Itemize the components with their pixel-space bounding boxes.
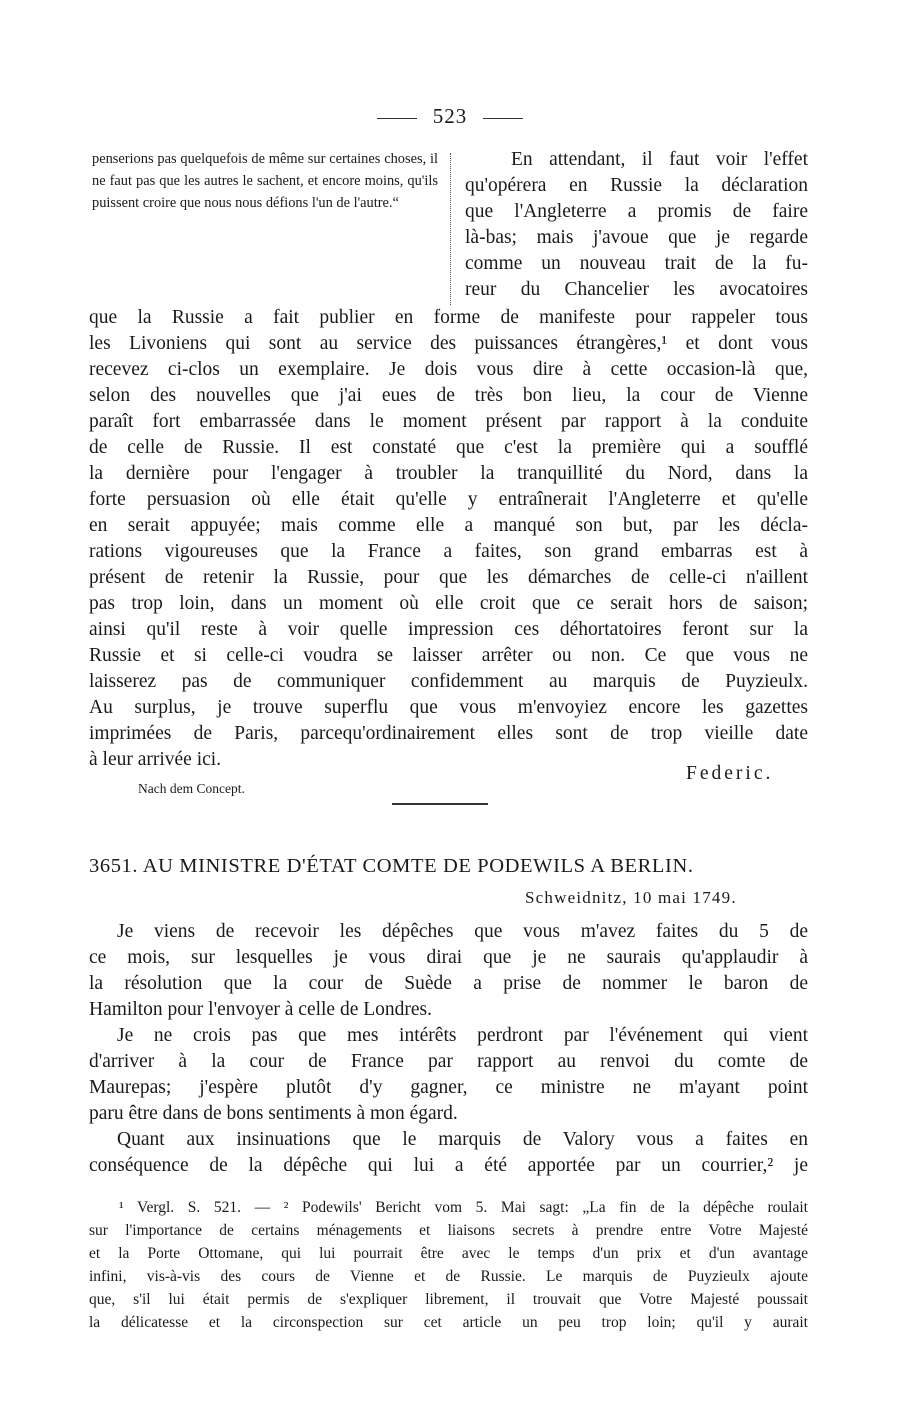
- footnote-line: infini, vis-à-vis des cours de Vienne et de Russie. Le marquis de Puyzieulx ajoute: [89, 1268, 808, 1285]
- paragraph-2: [89, 1023, 808, 1127]
- letter-line: la dernière pour l'engager à troubler la tranquillité du Nord, dans la: [89, 463, 808, 484]
- paragraph-line: ce mois, sur lesquelles je vous dirai que je ne saurais qu'applaudir à: [89, 947, 808, 968]
- footnote-line: ¹ Vergl. S. 521. — ² Podewils' Bericht vom 5. Mai sagt: „La fin de la dépêche roulait: [119, 1199, 808, 1216]
- section-separator: [392, 803, 488, 805]
- letter-line: à leur arrivée ici.: [89, 749, 222, 770]
- footnote-line: la délicatesse et la circonspection sur cet article un peu trop loin; qu'il y aurait: [89, 1314, 808, 1331]
- signature: Federic.: [686, 763, 774, 784]
- letter-line: forte persuasion où elle était qu'elle y entraînerait l'Angleterre et qu'elle: [89, 489, 808, 510]
- letter-line: Au surplus, je trouve superflu que vous m'envoyiez encore les gazettes: [89, 697, 808, 718]
- paragraph-line: Je viens de recevoir les dépêches que vous m'avez faites du 5 de: [117, 921, 808, 942]
- paragraph-line: Maurepas; j'espère plutôt d'y gagner, ce ministre ne m'ayant point: [89, 1077, 808, 1098]
- letter-line: présent de retenir la Russie, pour que les démarches de celle-ci n'aillent: [89, 567, 808, 588]
- letter-line: ainsi qu'il reste à voir quelle impression ces déhortatoires feront sur la: [89, 619, 808, 640]
- page-number-dash-right: [483, 118, 523, 119]
- footnote-line: sur l'importance de certains ménagements et liaisons secrets à prendre entre Votre Majesté: [89, 1222, 808, 1239]
- paragraph-line: conséquence de la dépêche qui lui a été apportée par un courrier,² je: [89, 1155, 808, 1176]
- source-note: Nach dem Concept.: [138, 781, 245, 796]
- letter-body: [89, 305, 808, 773]
- paragraph-line: Hamilton pour l'envoyer à celle de Londres.: [89, 999, 433, 1020]
- page-number-dash-left: [377, 118, 417, 119]
- letter-line: les Livoniens qui sont au service des puissances étrangères,¹ et dont vous: [89, 333, 808, 354]
- paragraph-line: Je ne crois pas que mes intérêts perdront par l'événement qui vient: [117, 1025, 808, 1046]
- right-column-line: là-bas; mais j'avoue que je regarde: [465, 227, 808, 248]
- right-column-line: En attendant, il faut voir l'effet: [511, 149, 808, 170]
- right-column-line: comme un nouveau trait de la fu-: [465, 253, 808, 274]
- paragraph-line: paru être dans de bons sentiments à mon égard.: [89, 1103, 458, 1124]
- footnote-line: et la Porte Ottomane, qui lui pourrait être avec le temps d'un prix et d'un avantage: [89, 1245, 808, 1262]
- letter-line: en serait appuyée; mais comme elle a manqué son but, par les décla-: [89, 515, 808, 536]
- column-divider: [450, 153, 451, 305]
- dateline: Schweidnitz, 10 mai 1749.: [525, 888, 737, 907]
- letter-line: selon des nouvelles que j'ai eues de très bon lieu, la cour de Vienne: [89, 385, 808, 406]
- footnotes: [89, 1196, 808, 1334]
- document-heading: 3651. AU MINISTRE D'ÉTAT COMTE DE PODEWILS A BERLIN.: [89, 855, 694, 877]
- letter-line: que la Russie a fait publier en forme de manifeste pour rappeler tous: [89, 307, 808, 328]
- paragraph-line: la résolution que la cour de Suède a prise de nommer le baron de: [89, 973, 808, 994]
- paragraph-line: d'arriver à la cour de France par rapport au renvoi du comte de: [89, 1051, 808, 1072]
- letter-line: Russie et si celle-ci voudra se laisser arrêter ou non. Ce que vous ne: [89, 645, 808, 666]
- right-column-line: qu'opérera en Russie la déclaration: [465, 175, 808, 196]
- letter-line: de celle de Russie. Il est constaté que c'est la première qui a soufflé: [89, 437, 808, 458]
- letter-line: rations vigoureuses que la France a faites, son grand embarras est à: [89, 541, 808, 562]
- paragraph-1: [89, 919, 808, 1023]
- footnote-line: que, s'il lui était permis de s'expliquer librement, il trouvait que Votre Majesté poussait: [89, 1291, 808, 1308]
- letter-line: laisserez pas de communiquer confidemment au marquis de Puyzieulx.: [89, 671, 808, 692]
- paragraph-3: [89, 1127, 808, 1179]
- letter-line: imprimées de Paris, parcequ'ordinairement elles sont de trop vieille date: [89, 723, 808, 744]
- left-column-text: penserions pas quelquefois de même sur certaines choses, il ne faut pas que les autres le sachent, et encore moins, qu'ils puissent croire que nous nous défions l'un de l'autre.“: [92, 151, 438, 211]
- letter-line: recevez ci-clos un exemplaire. Je dois vous dire à cette occasion-là que,: [89, 359, 808, 380]
- right-column-line: que l'Angleterre a promis de faire: [465, 201, 808, 222]
- right-column-line: reur du Chancelier les avocatoires: [465, 279, 808, 300]
- right-column: [465, 147, 808, 303]
- page-number: [0, 104, 900, 129]
- letter-line: pas trop loin, dans un moment où elle croit que ce serait hors de saison;: [89, 593, 808, 614]
- paragraph-line: Quant aux insinuations que le marquis de Valory vous a faites en: [117, 1129, 808, 1150]
- page-number-value: 523: [432, 104, 468, 128]
- letter-line: paraît fort embarrassée dans le moment présent par rapport à la conduite: [89, 411, 808, 432]
